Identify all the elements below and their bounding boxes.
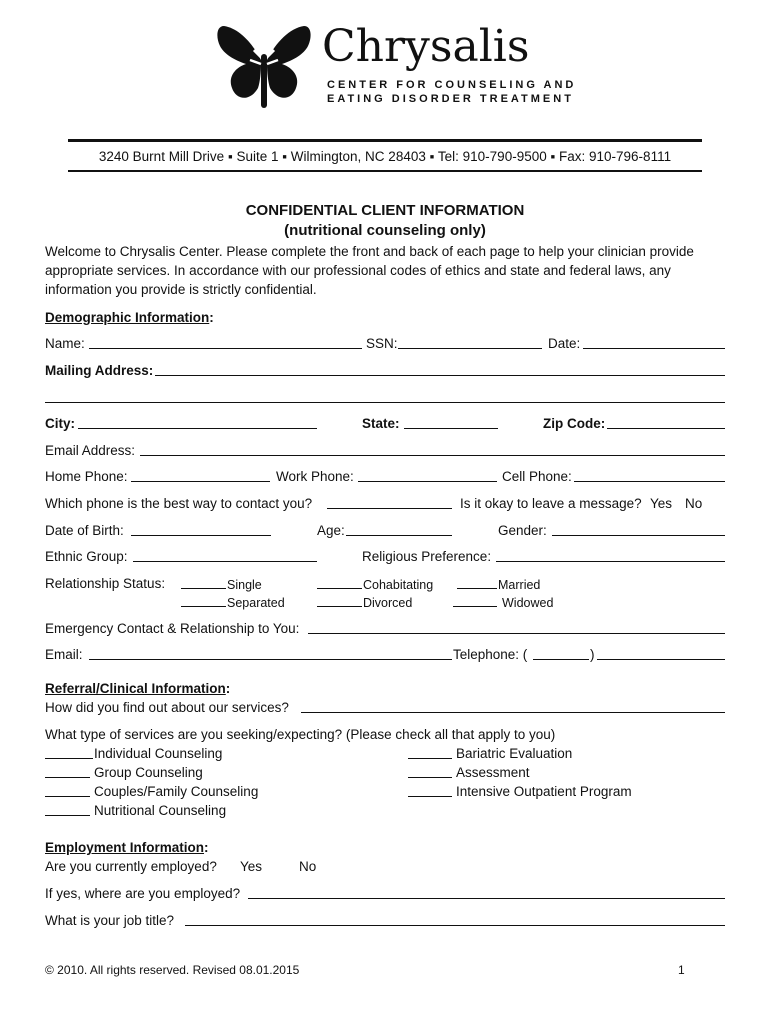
cohabitating-checkbox[interactable] (317, 588, 362, 589)
individual-checkbox[interactable] (45, 758, 93, 759)
individual-label: Individual Counseling (94, 746, 223, 761)
how-find-field[interactable] (301, 712, 725, 713)
employment-heading: Employment Information: (45, 840, 209, 855)
mailing-address-label: Mailing Address: (45, 363, 154, 378)
butterfly-logo-icon (214, 20, 314, 110)
group-label: Group Counseling (94, 765, 203, 780)
ssn-label: SSN: (366, 336, 398, 351)
demographic-heading: Demographic Information: (45, 310, 214, 325)
ethnic-group-field[interactable] (133, 561, 317, 562)
logo-name: Chrysalis (322, 21, 530, 72)
assessment-checkbox[interactable] (408, 777, 452, 778)
zip-label: Zip Code: (543, 416, 606, 431)
city-field[interactable] (78, 428, 317, 429)
separated-checkbox[interactable] (181, 606, 226, 607)
relationship-status-label: Relationship Status: (45, 576, 166, 591)
divorced-checkbox[interactable] (317, 606, 362, 607)
emergency-contact-label: Emergency Contact & Relationship to You: (45, 621, 300, 636)
single-checkbox[interactable] (181, 588, 226, 589)
group-checkbox[interactable] (45, 777, 90, 778)
cell-phone-label: Cell Phone: (502, 469, 572, 484)
name-label: Name: (45, 336, 85, 351)
home-phone-label: Home Phone: (45, 469, 128, 484)
employer-label: If yes, where are you employed? (45, 886, 241, 901)
email-address-label: Email Address: (45, 443, 136, 458)
job-title-label: What is your job title? (45, 913, 175, 928)
cell-phone-field[interactable] (574, 481, 725, 482)
bariatric-checkbox[interactable] (408, 758, 452, 759)
intensive-checkbox[interactable] (408, 796, 452, 797)
header-rule-bottom (68, 170, 702, 172)
email-label: Email: (45, 647, 83, 662)
city-label: City: (45, 416, 75, 431)
employed-question: Are you currently employed? (45, 859, 217, 874)
copyright: © 2010. All rights reserved. Revised 08.01.2015 (45, 963, 300, 977)
home-phone-field[interactable] (131, 481, 270, 482)
married-checkbox[interactable] (457, 588, 497, 589)
page-title: CONFIDENTIAL CLIENT INFORMATION (245, 202, 525, 219)
nutritional-checkbox[interactable] (45, 815, 90, 816)
clinic-address: 3240 Burnt Mill Drive ▪ Suite 1 ▪ Wilmington, NC 28403 ▪ Tel: 910-790-9500 ▪ Fax: 910-796-8111 (98, 149, 672, 164)
job-title-field[interactable] (185, 925, 725, 926)
dob-field[interactable] (131, 535, 271, 536)
widowed-checkbox[interactable] (453, 606, 497, 607)
employer-field[interactable] (248, 898, 725, 899)
work-phone-field[interactable] (358, 481, 497, 482)
page-subtitle: (nutritional counseling only) (284, 222, 486, 239)
telephone-field[interactable] (597, 659, 725, 660)
mailing-address-field-1[interactable] (155, 375, 725, 376)
email-address-field[interactable] (140, 455, 725, 456)
ethnic-group-label: Ethnic Group: (45, 549, 128, 564)
gender-field[interactable] (552, 535, 725, 536)
intro-line-1: Welcome to Chrysalis Center. Please complete the front and back of each page to help your clinician provide (45, 244, 694, 259)
telephone-close: ) (590, 647, 595, 662)
state-field[interactable] (404, 428, 498, 429)
zip-field[interactable] (607, 428, 725, 429)
best-phone-field[interactable] (327, 508, 452, 509)
state-label: State: (362, 416, 400, 431)
best-phone-label: Which phone is the best way to contact you? (45, 496, 313, 511)
intro-line-2: appropriate services. In accordance with our professional codes of ethics and state and federal laws, any (45, 263, 671, 278)
date-field[interactable] (583, 348, 725, 349)
intensive-label: Intensive Outpatient Program (456, 784, 632, 799)
married-label: Married (498, 578, 541, 592)
telephone-area-field[interactable] (533, 659, 589, 660)
nutritional-label: Nutritional Counseling (94, 803, 227, 818)
logo-tagline-1: CENTER FOR COUNSELING AND (327, 79, 577, 91)
page-number: 1 (678, 963, 685, 977)
leave-message-yes[interactable]: Yes (650, 496, 673, 511)
religious-field[interactable] (496, 561, 725, 562)
referral-heading: Referral/Clinical Information: (45, 681, 231, 696)
intro-line-3: information you provide is strictly confidential. (45, 282, 317, 297)
mailing-address-field-2[interactable] (45, 402, 725, 403)
age-field[interactable] (346, 535, 452, 536)
telephone-label: Telephone: ( (453, 647, 528, 662)
bariatric-label: Bariatric Evaluation (456, 746, 573, 761)
emergency-contact-field[interactable] (308, 633, 725, 634)
work-phone-label: Work Phone: (276, 469, 354, 484)
employed-yes[interactable]: Yes (240, 859, 263, 874)
leave-message-label: Is it okay to leave a message? (460, 496, 642, 511)
single-label: Single (227, 578, 262, 592)
logo-tagline-2: EATING DISORDER TREATMENT (327, 93, 574, 105)
leave-message-no[interactable]: No (685, 496, 703, 511)
ssn-field[interactable] (398, 348, 542, 349)
cohabitating-label: Cohabitating (363, 578, 434, 592)
religious-label: Religious Preference: (362, 549, 492, 564)
name-field[interactable] (89, 348, 362, 349)
couples-label: Couples/Family Counseling (94, 784, 259, 799)
separated-label: Separated (227, 596, 285, 610)
widowed-label: Widowed (502, 596, 554, 610)
employed-no[interactable]: No (299, 859, 317, 874)
age-label: Age: (317, 523, 345, 538)
dob-label: Date of Birth: (45, 523, 124, 538)
date-label: Date: (548, 336, 581, 351)
email-field[interactable] (89, 659, 452, 660)
how-find-label: How did you find out about our services? (45, 700, 289, 715)
divorced-label: Divorced (363, 596, 413, 610)
assessment-label: Assessment (456, 765, 530, 780)
header-rule-top (68, 139, 702, 142)
services-question: What type of services are you seeking/expecting? (Please check all that apply to you) (45, 727, 556, 742)
gender-label: Gender: (498, 523, 547, 538)
couples-checkbox[interactable] (45, 796, 90, 797)
